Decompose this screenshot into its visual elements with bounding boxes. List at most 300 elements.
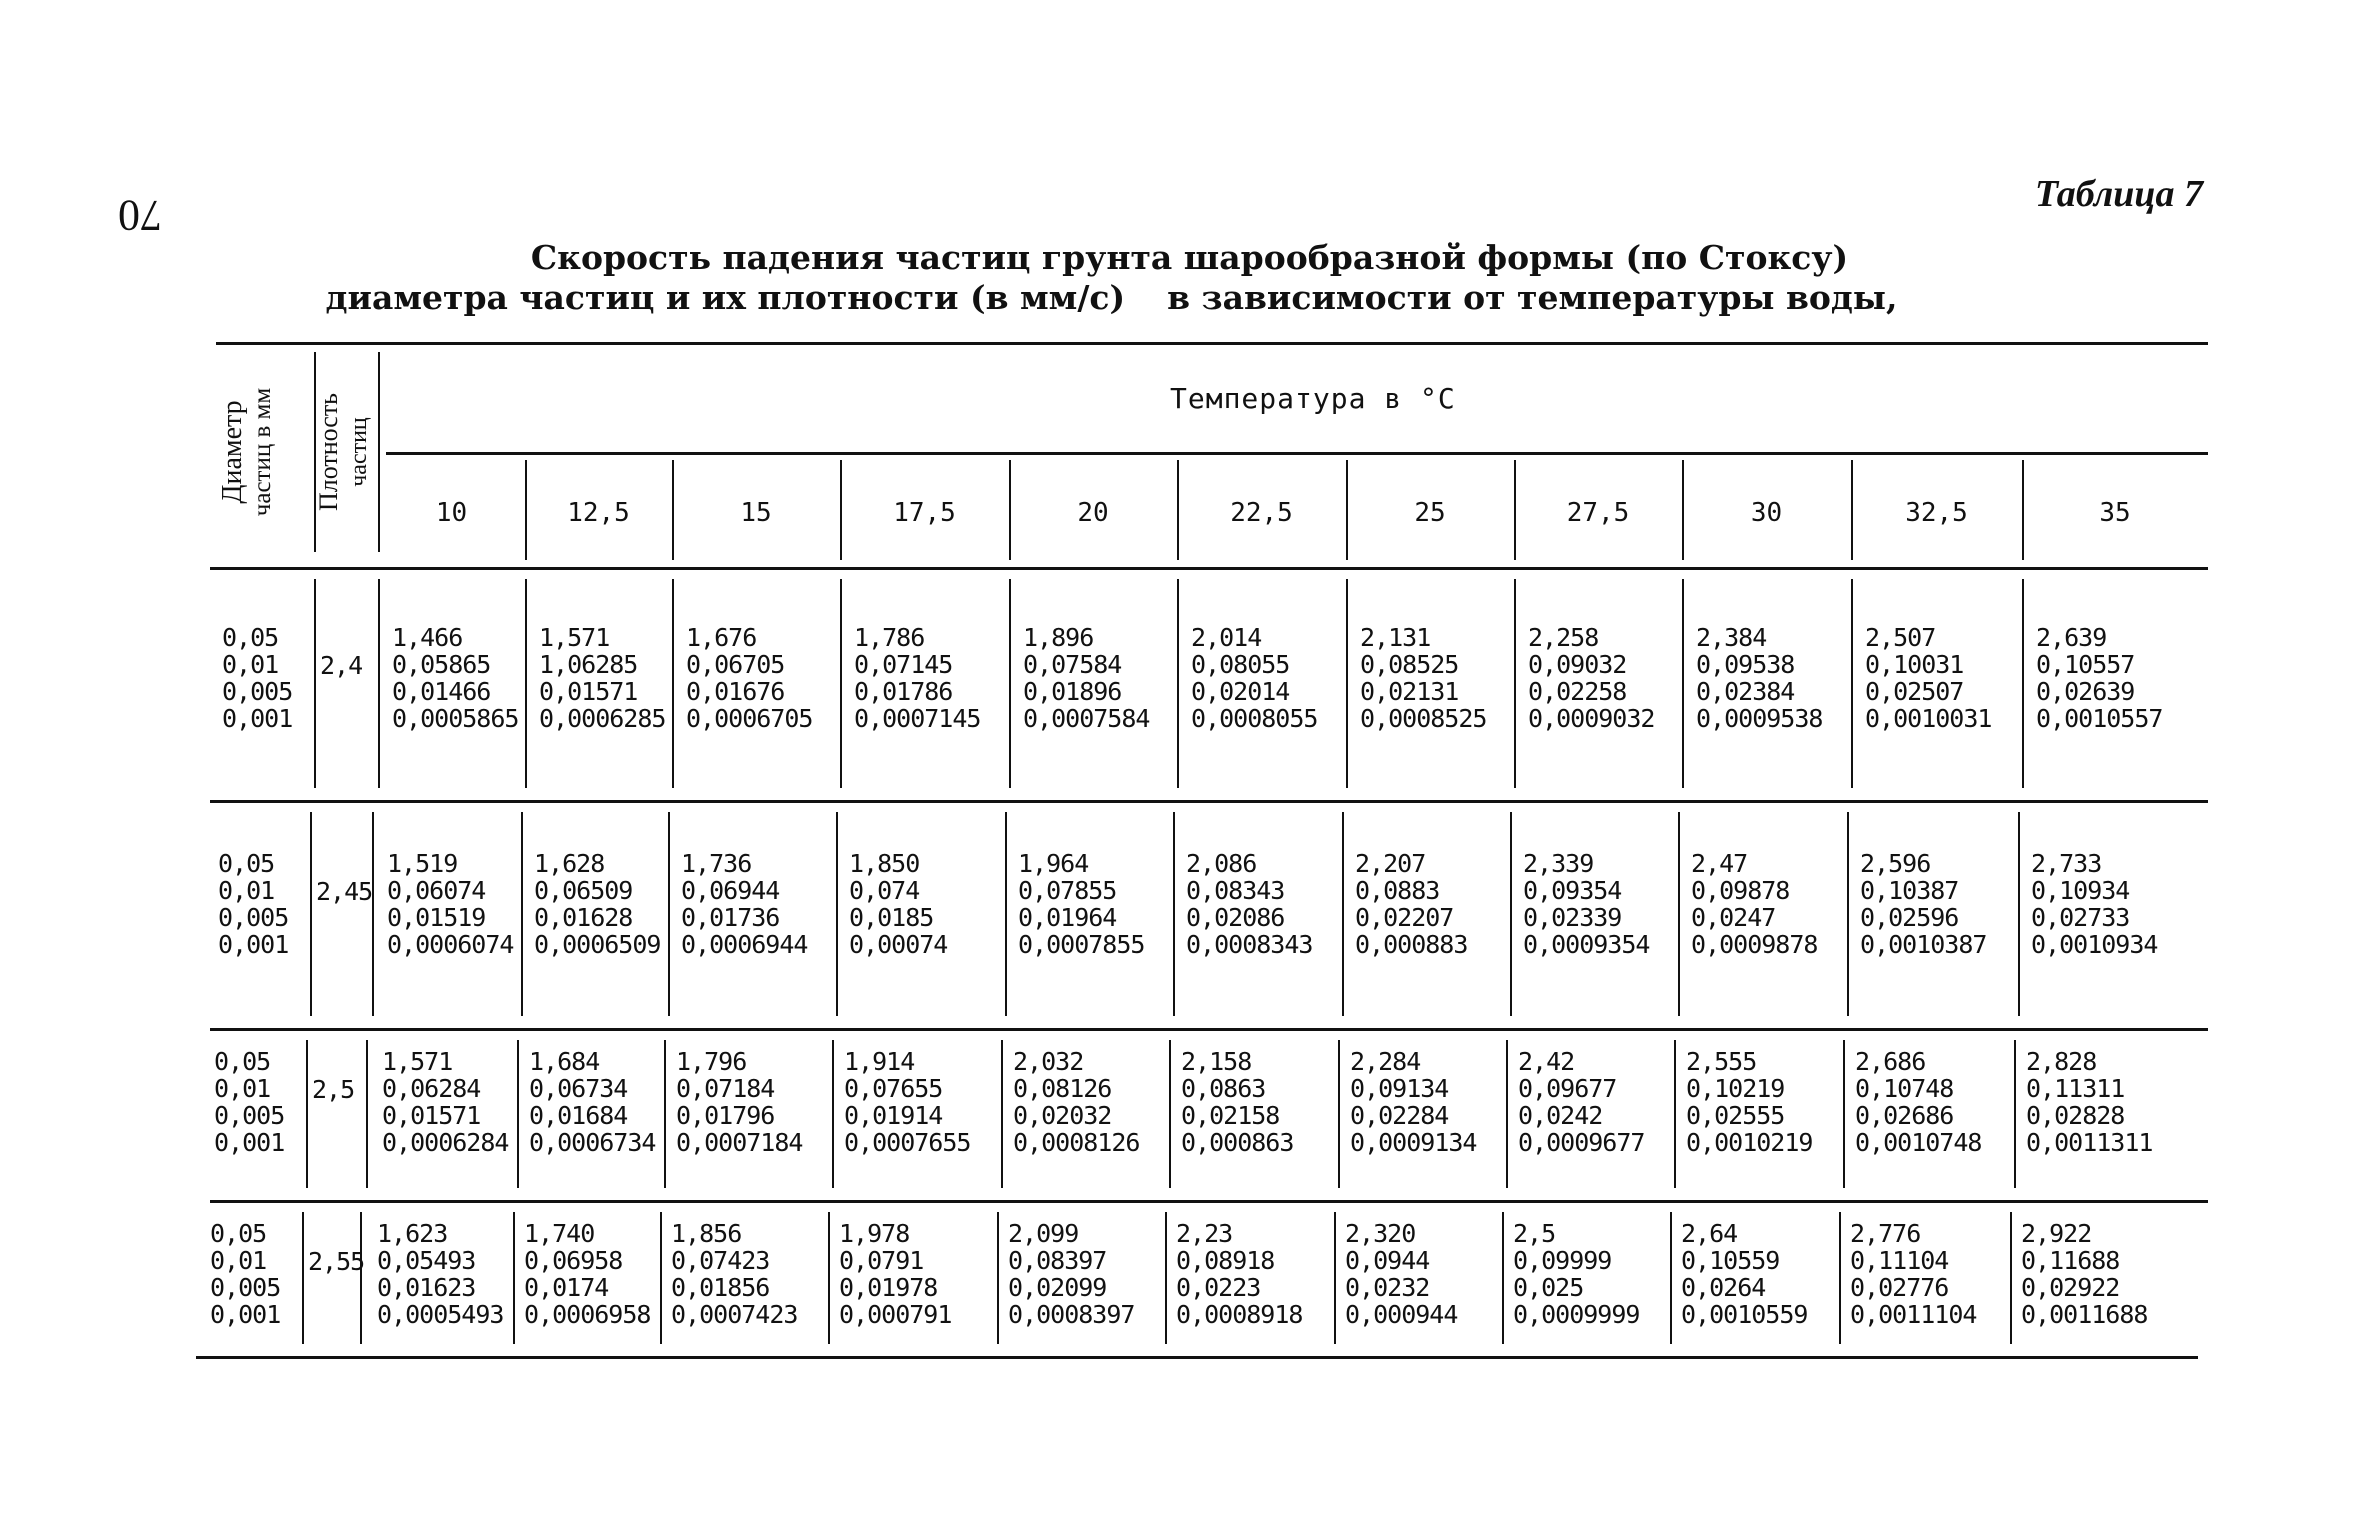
velocity-cell bbox=[387, 850, 513, 958]
velocity-value: 0,0009677 bbox=[1518, 1128, 1645, 1157]
velocity-cell bbox=[377, 1220, 503, 1328]
velocity-value: 0,01978 bbox=[839, 1273, 938, 1302]
temperature-column-header: 20 bbox=[1077, 498, 1109, 528]
column-rule bbox=[1674, 1040, 1676, 1188]
velocity-value: 1,519 bbox=[387, 849, 458, 878]
column-rule bbox=[1169, 1040, 1171, 1188]
velocity-value: 0,0009032 bbox=[1528, 704, 1655, 733]
velocity-value: 0,02207 bbox=[1355, 903, 1454, 932]
column-rule bbox=[1502, 1212, 1504, 1344]
velocity-value: 1,850 bbox=[849, 849, 920, 878]
velocity-value: 0,0007584 bbox=[1023, 704, 1150, 733]
velocity-value: 0,02131 bbox=[1360, 677, 1459, 706]
velocity-value: 0,09878 bbox=[1691, 876, 1790, 905]
diameter-value: 0,01 bbox=[210, 1246, 267, 1275]
velocity-value: 0,07584 bbox=[1023, 650, 1122, 679]
velocity-value: 0,0005493 bbox=[377, 1300, 504, 1329]
velocity-cell bbox=[854, 624, 980, 732]
velocity-value: 1,978 bbox=[839, 1219, 910, 1248]
velocity-cell bbox=[392, 624, 518, 732]
velocity-value: 2,555 bbox=[1686, 1047, 1757, 1076]
velocity-cell bbox=[839, 1220, 951, 1328]
velocity-cell bbox=[1018, 850, 1144, 958]
column-rule bbox=[2010, 1212, 2012, 1344]
velocity-value: 0,0005865 bbox=[392, 704, 519, 733]
column-rule bbox=[314, 352, 316, 552]
velocity-value: 2,284 bbox=[1350, 1047, 1421, 1076]
velocity-value: 0,0010559 bbox=[1681, 1300, 1808, 1329]
velocity-value: 0,08343 bbox=[1186, 876, 1285, 905]
column-rule bbox=[1851, 579, 1853, 788]
velocity-value: 0,00074 bbox=[849, 930, 948, 959]
column-rule bbox=[828, 1212, 830, 1344]
column-rule bbox=[672, 579, 674, 788]
velocity-value: 1,571 bbox=[382, 1047, 453, 1076]
velocity-value: 0,10557 bbox=[2036, 650, 2135, 679]
diameter-value: 0,001 bbox=[210, 1300, 281, 1329]
velocity-value: 0,02032 bbox=[1013, 1101, 1112, 1130]
velocity-value: 0,07145 bbox=[854, 650, 953, 679]
column-rule bbox=[521, 812, 523, 1016]
velocity-value: 2,596 bbox=[1860, 849, 1931, 878]
velocity-value: 0,0008055 bbox=[1191, 704, 1318, 733]
column-rule bbox=[836, 812, 838, 1016]
velocity-value: 0,0009999 bbox=[1513, 1300, 1640, 1329]
velocity-value: 1,964 bbox=[1018, 849, 1089, 878]
velocity-value: 0,01519 bbox=[387, 903, 486, 932]
diameter-value: 0,01 bbox=[222, 650, 279, 679]
velocity-cell bbox=[382, 1048, 508, 1156]
velocity-value: 0,0006734 bbox=[529, 1128, 656, 1157]
velocity-value: 1,914 bbox=[844, 1047, 915, 1076]
diameter-value: 0,01 bbox=[218, 876, 275, 905]
column-rule bbox=[1678, 812, 1680, 1016]
velocity-value: 0,01786 bbox=[854, 677, 953, 706]
velocity-cell bbox=[1355, 850, 1467, 958]
column-rule bbox=[1009, 579, 1011, 788]
velocity-value: 0,09677 bbox=[1518, 1074, 1617, 1103]
velocity-cell bbox=[2031, 850, 2157, 958]
row-rule bbox=[196, 1356, 2198, 1359]
velocity-value: 2,922 bbox=[2021, 1219, 2092, 1248]
velocity-cell bbox=[2026, 1048, 2152, 1156]
velocity-value: 0,0010219 bbox=[1686, 1128, 1813, 1157]
temperature-column-header: 30 bbox=[1750, 498, 1783, 528]
column-rule bbox=[517, 1040, 519, 1188]
column-rule bbox=[664, 1040, 666, 1188]
velocity-value: 0,0008343 bbox=[1186, 930, 1313, 959]
column-rule bbox=[1001, 1040, 1003, 1188]
column-rule bbox=[1670, 1212, 1672, 1344]
velocity-value: 0,01628 bbox=[534, 903, 633, 932]
velocity-value: 1,06285 bbox=[539, 650, 638, 679]
velocity-value: 0,074 bbox=[849, 876, 920, 905]
column-rule bbox=[1506, 1040, 1508, 1188]
velocity-value: 0,02158 bbox=[1181, 1101, 1280, 1130]
velocity-cell bbox=[1176, 1220, 1302, 1328]
velocity-value: 0,0008918 bbox=[1176, 1300, 1303, 1329]
velocity-value: 0,09538 bbox=[1696, 650, 1795, 679]
velocity-value: 0,09999 bbox=[1513, 1246, 1612, 1275]
velocity-value: 0,0006958 bbox=[524, 1300, 651, 1329]
diameter-value: 0,005 bbox=[210, 1273, 281, 1302]
velocity-value: 0,06944 bbox=[681, 876, 780, 905]
velocity-cell bbox=[1681, 1220, 1807, 1328]
velocity-value: 2,23 bbox=[1176, 1219, 1233, 1248]
top-rule bbox=[216, 342, 2208, 345]
velocity-value: 0,01623 bbox=[377, 1273, 476, 1302]
velocity-value: 0,01571 bbox=[382, 1101, 481, 1130]
velocity-value: 0,02828 bbox=[2026, 1101, 2125, 1130]
velocity-value: 1,676 bbox=[686, 623, 757, 652]
velocity-cell bbox=[1691, 850, 1817, 958]
row-rule bbox=[210, 1028, 2208, 1031]
velocity-value: 0,02776 bbox=[1850, 1273, 1949, 1302]
velocity-cell bbox=[2021, 1220, 2147, 1328]
velocity-value: 2,131 bbox=[1360, 623, 1431, 652]
velocity-value: 0,01684 bbox=[529, 1101, 628, 1130]
velocity-cell bbox=[1023, 624, 1149, 732]
velocity-value: 0,000863 bbox=[1181, 1128, 1294, 1157]
diameter-value: 0,05 bbox=[222, 623, 279, 652]
temperature-subrule bbox=[386, 452, 2208, 455]
column-rule bbox=[1510, 812, 1512, 1016]
velocity-value: 0,0010031 bbox=[1865, 704, 1992, 733]
velocity-value: 0,10219 bbox=[1686, 1074, 1785, 1103]
velocity-value: 2,639 bbox=[2036, 623, 2107, 652]
page-number: 70 bbox=[118, 191, 162, 240]
diameter-value: 0,01 bbox=[214, 1074, 271, 1103]
velocity-cell bbox=[1523, 850, 1649, 958]
velocity-value: 0,0006074 bbox=[387, 930, 514, 959]
velocity-value: 0,0247 bbox=[1691, 903, 1776, 932]
column-rule bbox=[525, 579, 527, 788]
velocity-value: 2,207 bbox=[1355, 849, 1426, 878]
velocity-value: 0,0010387 bbox=[1860, 930, 1987, 959]
velocity-value: 1,856 bbox=[671, 1219, 742, 1248]
velocity-value: 2,099 bbox=[1008, 1219, 1079, 1248]
column-rule bbox=[1346, 579, 1348, 788]
density-value: 2,45 bbox=[316, 877, 373, 906]
velocity-value: 0,01796 bbox=[676, 1101, 775, 1130]
velocity-value: 0,07423 bbox=[671, 1246, 770, 1275]
column-rule bbox=[832, 1040, 834, 1188]
column-rule bbox=[1514, 579, 1516, 788]
velocity-value: 0,06509 bbox=[534, 876, 633, 905]
column-rule bbox=[2014, 1040, 2016, 1188]
velocity-value: 2,776 bbox=[1850, 1219, 1921, 1248]
diameter-value: 0,005 bbox=[218, 903, 289, 932]
velocity-value: 0,11311 bbox=[2026, 1074, 2125, 1103]
velocity-value: 0,02284 bbox=[1350, 1101, 1449, 1130]
row-rule bbox=[210, 800, 2208, 803]
density-header bbox=[314, 347, 374, 557]
velocity-cell bbox=[671, 1220, 797, 1328]
column-rule bbox=[660, 1212, 662, 1344]
velocity-value: 1,623 bbox=[377, 1219, 448, 1248]
column-rule bbox=[513, 1212, 515, 1344]
velocity-value: 0,02086 bbox=[1186, 903, 1285, 932]
velocity-cell bbox=[1696, 624, 1822, 732]
velocity-value: 0,06734 bbox=[529, 1074, 628, 1103]
velocity-value: 0,0242 bbox=[1518, 1101, 1603, 1130]
column-rule bbox=[1165, 1212, 1167, 1344]
velocity-cell bbox=[529, 1048, 655, 1156]
velocity-value: 2,339 bbox=[1523, 849, 1594, 878]
velocity-value: 2,032 bbox=[1013, 1047, 1084, 1076]
velocity-cell bbox=[2036, 624, 2162, 732]
temperature-column-header: 35 bbox=[2099, 498, 2131, 528]
density-header-line-2: частиц bbox=[346, 417, 372, 487]
velocity-value: 0,02384 bbox=[1696, 677, 1795, 706]
column-rule bbox=[366, 1040, 368, 1188]
velocity-value: 0,0007423 bbox=[671, 1300, 798, 1329]
column-rule bbox=[997, 1212, 999, 1344]
velocity-cell bbox=[1860, 850, 1986, 958]
velocity-value: 0,0007655 bbox=[844, 1128, 971, 1157]
velocity-value: 0,01571 bbox=[539, 677, 638, 706]
velocity-value: 0,0006944 bbox=[681, 930, 808, 959]
velocity-value: 1,571 bbox=[539, 623, 610, 652]
density-value: 2,5 bbox=[312, 1075, 355, 1104]
velocity-value: 0,0009878 bbox=[1691, 930, 1818, 959]
velocity-value: 0,02099 bbox=[1008, 1273, 1107, 1302]
diameter-header-line-1: Диаметр bbox=[217, 400, 248, 504]
velocity-value: 0,01676 bbox=[686, 677, 785, 706]
velocity-value: 0,06284 bbox=[382, 1074, 481, 1103]
velocity-value: 0,025 bbox=[1513, 1273, 1584, 1302]
velocity-value: 0,0007184 bbox=[676, 1128, 803, 1157]
velocity-value: 2,014 bbox=[1191, 623, 1262, 652]
velocity-cell bbox=[1518, 1048, 1644, 1156]
velocity-value: 0,01896 bbox=[1023, 677, 1122, 706]
diameter-value: 0,001 bbox=[222, 704, 293, 733]
temperature-column-header: 25 bbox=[1414, 498, 1446, 528]
velocity-value: 0,09354 bbox=[1523, 876, 1622, 905]
velocity-value: 0,02555 bbox=[1686, 1101, 1785, 1130]
velocity-value: 0,0791 bbox=[839, 1246, 924, 1275]
velocity-value: 0,11104 bbox=[1850, 1246, 1949, 1275]
velocity-value: 0,0010748 bbox=[1855, 1128, 1982, 1157]
velocity-cell bbox=[1855, 1048, 1981, 1156]
velocity-value: 0,02014 bbox=[1191, 677, 1290, 706]
temperature-column-header: 15 bbox=[740, 498, 772, 528]
column-rule bbox=[306, 1040, 308, 1188]
velocity-cell bbox=[849, 850, 947, 958]
velocity-value: 0,0264 bbox=[1681, 1273, 1766, 1302]
table-title-line-2b: в зависимости от температуры воды, bbox=[1167, 278, 1898, 317]
diameter-value: 0,05 bbox=[214, 1047, 271, 1076]
velocity-value: 1,796 bbox=[676, 1047, 747, 1076]
velocity-value: 2,507 bbox=[1865, 623, 1936, 652]
velocity-cell bbox=[1513, 1220, 1639, 1328]
temperature-column-header: 17,5 bbox=[893, 498, 956, 528]
column-rule bbox=[1843, 1040, 1845, 1188]
diameter-value: 0,05 bbox=[218, 849, 275, 878]
column-rule bbox=[372, 812, 374, 1016]
velocity-value: 0,02507 bbox=[1865, 677, 1964, 706]
velocity-value: 0,000883 bbox=[1355, 930, 1468, 959]
velocity-value: 2,828 bbox=[2026, 1047, 2097, 1076]
velocity-value: 0,07655 bbox=[844, 1074, 943, 1103]
density-header-line-1: Плотность bbox=[314, 392, 343, 512]
velocity-table bbox=[196, 342, 2208, 1356]
velocity-cell bbox=[1350, 1048, 1476, 1156]
column-rule bbox=[314, 579, 316, 788]
velocity-value: 2,086 bbox=[1186, 849, 1257, 878]
velocity-value: 2,384 bbox=[1696, 623, 1767, 652]
column-rule bbox=[1334, 1212, 1336, 1344]
velocity-value: 0,02596 bbox=[1860, 903, 1959, 932]
density-value: 2,4 bbox=[320, 651, 363, 680]
velocity-value: 2,47 bbox=[1691, 849, 1748, 878]
velocity-value: 0,06958 bbox=[524, 1246, 623, 1275]
velocity-value: 2,733 bbox=[2031, 849, 2102, 878]
velocity-value: 0,0944 bbox=[1345, 1246, 1430, 1275]
velocity-value: 0,0006705 bbox=[686, 704, 813, 733]
table-label: Таблица 7 bbox=[2034, 173, 2203, 215]
diameter-values bbox=[218, 850, 288, 958]
velocity-value: 0,02258 bbox=[1528, 677, 1627, 706]
table-title-line-2a: диаметра частиц и их плотности (в мм/с) bbox=[325, 278, 1126, 317]
diameter-value: 0,001 bbox=[218, 930, 289, 959]
velocity-value: 0,08055 bbox=[1191, 650, 1290, 679]
velocity-cell bbox=[1191, 624, 1317, 732]
velocity-value: 0,0008397 bbox=[1008, 1300, 1135, 1329]
velocity-value: 0,02733 bbox=[2031, 903, 2130, 932]
temperature-header: Температура в °С bbox=[1170, 382, 1456, 415]
velocity-value: 0,07184 bbox=[676, 1074, 775, 1103]
column-rule bbox=[1682, 579, 1684, 788]
row-rule bbox=[210, 567, 2208, 570]
column-rule bbox=[668, 812, 670, 1016]
temperature-column-header: 27,5 bbox=[1566, 498, 1630, 528]
velocity-cell bbox=[1686, 1048, 1812, 1156]
velocity-value: 1,628 bbox=[534, 849, 605, 878]
velocity-value: 2,320 bbox=[1345, 1219, 1416, 1248]
velocity-value: 0,09032 bbox=[1528, 650, 1627, 679]
velocity-value: 1,786 bbox=[854, 623, 925, 652]
velocity-value: 0,0185 bbox=[849, 903, 934, 932]
velocity-value: 0,0174 bbox=[524, 1273, 609, 1302]
velocity-cell bbox=[676, 1048, 802, 1156]
velocity-value: 0,01856 bbox=[671, 1273, 770, 1302]
velocity-value: 2,5 bbox=[1513, 1219, 1556, 1248]
column-rule bbox=[1839, 1212, 1841, 1344]
velocity-value: 0,07855 bbox=[1018, 876, 1117, 905]
velocity-value: 0,06705 bbox=[686, 650, 785, 679]
velocity-value: 0,01964 bbox=[1018, 903, 1117, 932]
velocity-value: 0,0007855 bbox=[1018, 930, 1145, 959]
column-rule bbox=[1342, 812, 1344, 1016]
velocity-value: 0,02922 bbox=[2021, 1273, 2120, 1302]
velocity-value: 2,686 bbox=[1855, 1047, 1926, 1076]
velocity-cell bbox=[1345, 1220, 1457, 1328]
velocity-value: 0,0223 bbox=[1176, 1273, 1261, 1302]
velocity-value: 0,08525 bbox=[1360, 650, 1459, 679]
column-rule bbox=[2018, 812, 2020, 1016]
velocity-cell bbox=[1360, 624, 1486, 732]
diameter-value: 0,005 bbox=[222, 677, 293, 706]
temperature-column-header: 32,5 bbox=[1905, 498, 1968, 528]
velocity-cell bbox=[844, 1048, 970, 1156]
temperature-column-header: 22,5 bbox=[1230, 498, 1293, 528]
velocity-value: 1,736 bbox=[681, 849, 752, 878]
diameter-values bbox=[214, 1048, 284, 1156]
velocity-value: 1,896 bbox=[1023, 623, 1094, 652]
velocity-value: 0,0010934 bbox=[2031, 930, 2158, 959]
column-rule bbox=[1847, 812, 1849, 1016]
velocity-value: 0,08126 bbox=[1013, 1074, 1112, 1103]
density-value: 2,55 bbox=[308, 1247, 365, 1276]
table-title-line-2 bbox=[0, 278, 2293, 317]
velocity-cell bbox=[1850, 1220, 1976, 1328]
velocity-value: 1,466 bbox=[392, 623, 463, 652]
velocity-value: 0,0883 bbox=[1355, 876, 1440, 905]
velocity-cell bbox=[539, 624, 665, 732]
column-rule bbox=[378, 579, 380, 788]
velocity-value: 2,258 bbox=[1528, 623, 1599, 652]
velocity-cell bbox=[1013, 1048, 1139, 1156]
velocity-value: 0,02339 bbox=[1523, 903, 1622, 932]
velocity-value: 1,684 bbox=[529, 1047, 600, 1076]
velocity-value: 0,0007145 bbox=[854, 704, 981, 733]
diameter-value: 0,005 bbox=[214, 1101, 285, 1130]
diameter-value: 0,05 bbox=[210, 1219, 267, 1248]
temperature-column-header: 12,5 bbox=[567, 498, 630, 528]
column-rule bbox=[310, 812, 312, 1016]
velocity-value: 0,10031 bbox=[1865, 650, 1964, 679]
velocity-value: 2,158 bbox=[1181, 1047, 1252, 1076]
velocity-value: 0,10934 bbox=[2031, 876, 2130, 905]
velocity-cell bbox=[1181, 1048, 1293, 1156]
velocity-value: 0,0009354 bbox=[1523, 930, 1650, 959]
velocity-value: 2,64 bbox=[1681, 1219, 1738, 1248]
velocity-value: 0,05493 bbox=[377, 1246, 476, 1275]
column-rule bbox=[1338, 1040, 1340, 1188]
velocity-value: 0,08918 bbox=[1176, 1246, 1275, 1275]
velocity-cell bbox=[1865, 624, 1991, 732]
velocity-value: 0,0011688 bbox=[2021, 1300, 2148, 1329]
column-rule bbox=[1173, 812, 1175, 1016]
velocity-value: 0,0008525 bbox=[1360, 704, 1487, 733]
temperature-column-header: 10 bbox=[435, 498, 468, 528]
velocity-value: 0,09134 bbox=[1350, 1074, 1449, 1103]
velocity-value: 0,000791 bbox=[839, 1300, 952, 1329]
velocity-value: 0,01914 bbox=[844, 1101, 943, 1130]
velocity-value: 0,02686 bbox=[1855, 1101, 1954, 1130]
velocity-value: 0,0011311 bbox=[2026, 1128, 2153, 1157]
column-rule bbox=[302, 1212, 304, 1344]
velocity-value: 1,740 bbox=[524, 1219, 595, 1248]
velocity-value: 2,42 bbox=[1518, 1047, 1575, 1076]
column-rule bbox=[1005, 812, 1007, 1016]
velocity-value: 0,0009134 bbox=[1350, 1128, 1477, 1157]
velocity-value: 0,01736 bbox=[681, 903, 780, 932]
diameter-values bbox=[222, 624, 292, 732]
velocity-value: 0,0232 bbox=[1345, 1273, 1430, 1302]
velocity-value: 0,11688 bbox=[2021, 1246, 2120, 1275]
column-rule bbox=[2022, 579, 2024, 788]
row-rule bbox=[210, 1200, 2208, 1203]
velocity-value: 0,02639 bbox=[2036, 677, 2135, 706]
velocity-value: 0,0009538 bbox=[1696, 704, 1823, 733]
diameter-values bbox=[210, 1220, 280, 1328]
velocity-value: 0,0863 bbox=[1181, 1074, 1266, 1103]
velocity-cell bbox=[1186, 850, 1312, 958]
velocity-cell bbox=[524, 1220, 650, 1328]
velocity-value: 0,06074 bbox=[387, 876, 486, 905]
